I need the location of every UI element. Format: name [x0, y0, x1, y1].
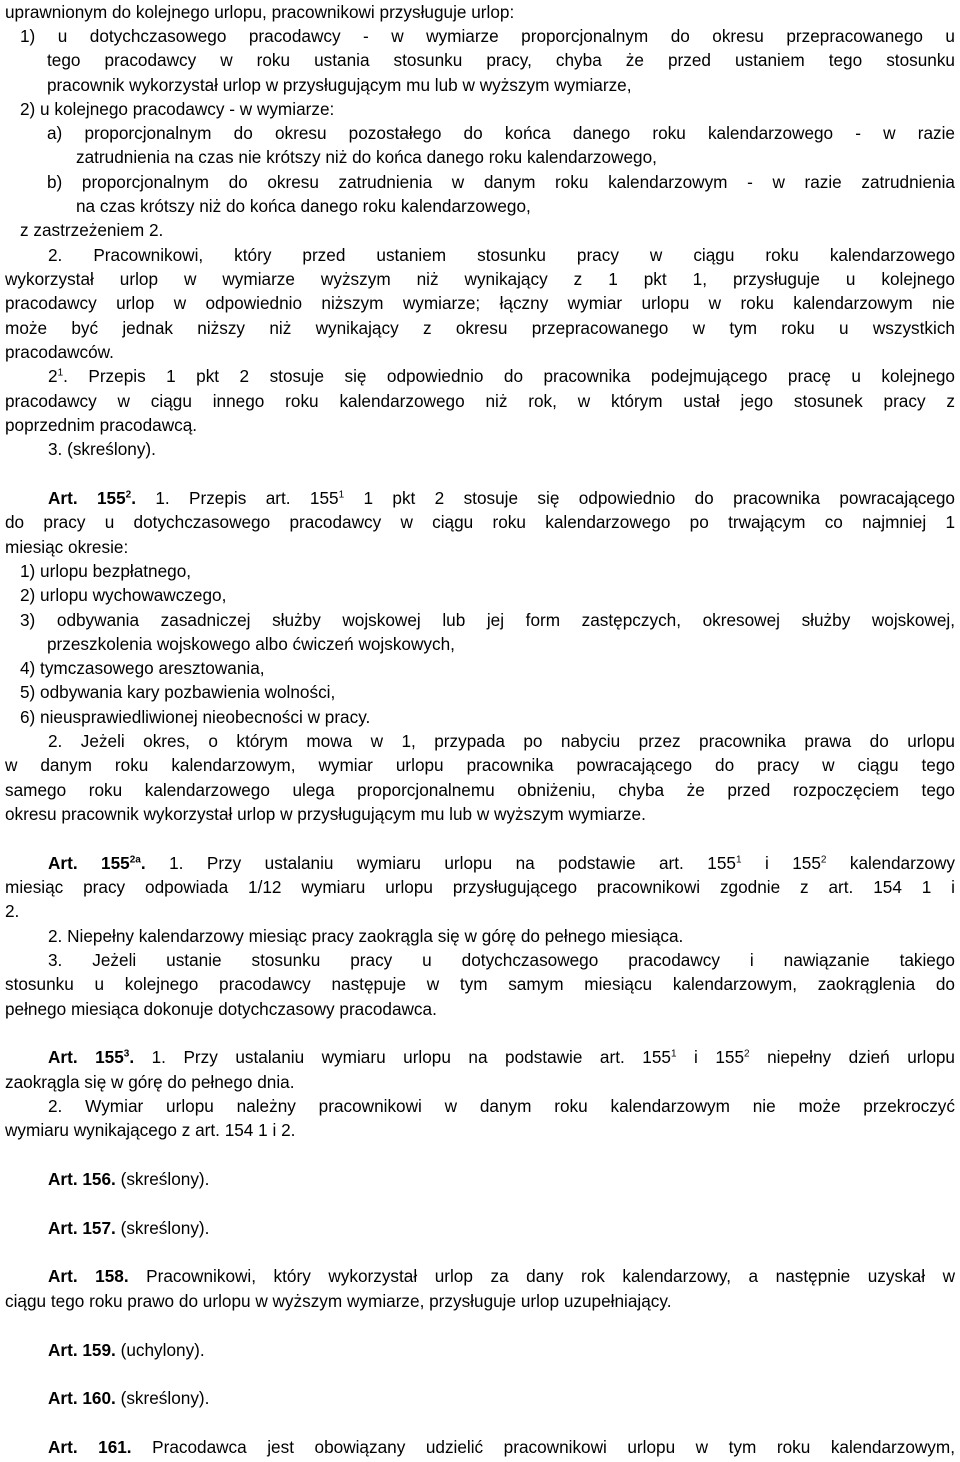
list-item: 6) nieusprawiedliwionej nieobecności w pracy.	[20, 707, 371, 727]
paragraph-line: wymiaru wynikającego z art. 154 1 i 2.	[5, 1120, 296, 1140]
article-heading-line: Art. 158. Pracownikowi, który wykorzystał urlop za dany rok kalendarzowy, a następnie uzyskał w	[48, 1266, 956, 1286]
paragraph-line: 2. Jeżeli okres, o którym mowa w 1, przypada po nabyciu przez pracownika prawa do urlopu	[48, 731, 955, 751]
paragraph-line: 2. Pracownikowi, który przed ustaniem stosunku pracy w ciągu roku kalendarzowego	[48, 245, 955, 265]
paragraph-line: 2. Niepełny kalendarzowy miesiąc pracy zaokrągla się w górę do pełnego miesiąca.	[48, 926, 684, 946]
paragraph-line: 2. Wymiar urlopu należny pracownikowi w danym roku kalendarzowym nie może przekroczyć	[48, 1096, 955, 1116]
paragraph-line: poprzednim pracodawcą.	[5, 415, 198, 435]
text-line: z zastrzeżeniem 2.	[20, 220, 164, 240]
article-heading-line: Art. 161. Pracodawca jest obowiązany udzielić pracownikowi urlopu w tym roku kalendarzowym,	[48, 1437, 955, 1457]
paragraph-line: wykorzystał urlop w wymiarze wyższym niż wynikający z 1 pkt 1, przysługuje u kolejnego	[5, 269, 955, 289]
paragraph-line: do pracy u dotychczasowego pracodawcy w ciągu roku kalendarzowego po trwającym co najmniej 1	[5, 512, 955, 532]
article-heading-line: Art. $155^{2a}$. 1. Przy ustalaniu wymiaru urlopu na podstawie art. $155^1$ i $155^2$ kalendarzowy	[48, 853, 955, 873]
article-number: Art. 159.	[48, 1340, 116, 1360]
text-line: pracownik wykorzystał urlop w przysługującym mu lub w wyższym wymiarze,	[47, 75, 632, 95]
paragraph-line: okresu pracownik wykorzystał urlop w przysługującym mu lub w wyższym wymiarze.	[5, 804, 646, 824]
list-item: a) proporcjonalnym do okresu pozostałego do końca danego roku kalendarzowego - w razie	[47, 123, 955, 143]
article-number: Art. 160.	[48, 1388, 116, 1408]
paragraph-line: zaokrągla się w górę do pełnego dnia.	[5, 1072, 295, 1092]
article-number: Art. 161.	[48, 1437, 132, 1457]
article-heading-line: Art. 157. (skreślony).	[48, 1218, 210, 1238]
paragraph-line: pracodawcy urlop w odpowiednio niższym wymiarze; łączny wymiar urlopu w roku kalendarzowym nie	[5, 293, 955, 313]
paragraph-line: $2^1$. Przepis 1 pkt 2 stosuje się odpowiednio do pracownika podejmującego pracę u kolejnego	[48, 366, 955, 386]
paragraph-line: ciągu tego roku prawo do urlopu w wyższym wymiarze, przysługuje urlop uzupełniający.	[5, 1291, 672, 1311]
text-line: zatrudnienia na czas nie krótszy niż do końca danego roku kalendarzowego,	[76, 147, 657, 167]
paragraph-line: samego roku kalendarzowego ulega proporcjonalnemu obniżeniu, chyba że przed rozpoczęciem tego	[5, 780, 955, 800]
list-item: b) proporcjonalnym do okresu zatrudnienia w danym roku kalendarzowym - w razie zatrudnienia	[47, 172, 955, 192]
list-item: 1) u dotychczasowego pracodawcy - w wymiarze proporcjonalnym do okresu przepracowanego u	[20, 26, 955, 46]
list-item: 1) urlopu bezpłatnego,	[20, 561, 192, 581]
article-heading-line: Art. 159. (uchylony).	[48, 1340, 205, 1360]
text-line: przeszkolenia wojskowego albo ćwiczeń wojskowych,	[47, 634, 455, 654]
list-item: 3) odbywania zasadniczej służby wojskowej lub jej form zastępczych, okresowej służby wojskowej,	[20, 610, 955, 630]
article-heading-line: Art. 160. (skreślony).	[48, 1388, 210, 1408]
paragraph-line: może być jednak niższy niż wynikający z okresu przepracowanego w tym roku u wszystkich	[5, 318, 955, 338]
list-item: 2) urlopu wychowawczego,	[20, 585, 227, 605]
paragraph-line: pracodawcy w ciągu innego roku kalendarzowego niż rok, w którym ustał jego stosunek pracy z	[5, 391, 955, 411]
paragraph-line: 2.	[5, 901, 20, 921]
article-number: Art. $155^{2a}$.	[48, 853, 146, 873]
paragraph-line: stosunku u kolejnego pracodawcy następuje w tym samym miesiącu kalendarzowym, zaokrąglenia do	[5, 974, 955, 994]
paragraph-line: pracodawców.	[5, 342, 114, 362]
paragraph-line: miesiąc pracy odpowiada 1/12 wymiaru urlopu przysługującego pracownikowi zgodnie z art. 154 1 i	[5, 877, 955, 897]
article-number: Art. $155^3$.	[48, 1047, 135, 1067]
paragraph-line: 3. Jeżeli ustanie stosunku pracy u dotychczasowego pracodawcy i nawiązanie takiego	[48, 950, 955, 970]
article-heading-line: Art. $155^3$. 1. Przy ustalaniu wymiaru urlopu na podstawie art. $155^1$ i $155^2$ niepełny dzień urlopu	[48, 1047, 955, 1067]
text-line: tego pracodawcy w roku ustania stosunku pracy, chyba że przed ustaniem tego stosunku	[47, 50, 955, 70]
list-item: 4) tymczasowego aresztowania,	[20, 658, 265, 678]
article-number: Art. 156.	[48, 1169, 116, 1189]
article-heading-line: Art. $155^2$. 1. Przepis art. $155^1$ 1 pkt 2 stosuje się odpowiednio do pracownika powracającego	[48, 488, 955, 508]
article-number: Art. 157.	[48, 1218, 116, 1238]
paragraph-line: pełnego miesiąca dokonuje dotychczasowy pracodawca.	[5, 999, 437, 1019]
text-line: na czas krótszy niż do końca danego roku kalendarzowego,	[76, 196, 531, 216]
list-item: 2) u kolejnego pracodawcy - w wymiarze:	[20, 99, 335, 119]
paragraph-line: w danym roku kalendarzowym, wymiar urlopu pracownika powracającego do pracy w ciągu tego	[5, 755, 955, 775]
list-item: 5) odbywania kary pozbawienia wolności,	[20, 682, 336, 702]
article-number: Art. 158.	[48, 1266, 129, 1286]
article-heading-line: Art. 156. (skreślony).	[48, 1169, 210, 1189]
text-line: uprawnionym do kolejnego urlopu, pracownikowi przysługuje urlop:	[5, 2, 515, 22]
paragraph-line: miesiąc okresie:	[5, 537, 129, 557]
article-number: Art. $155^2$.	[48, 488, 136, 508]
paragraph-line: 3. (skreślony).	[48, 439, 156, 459]
